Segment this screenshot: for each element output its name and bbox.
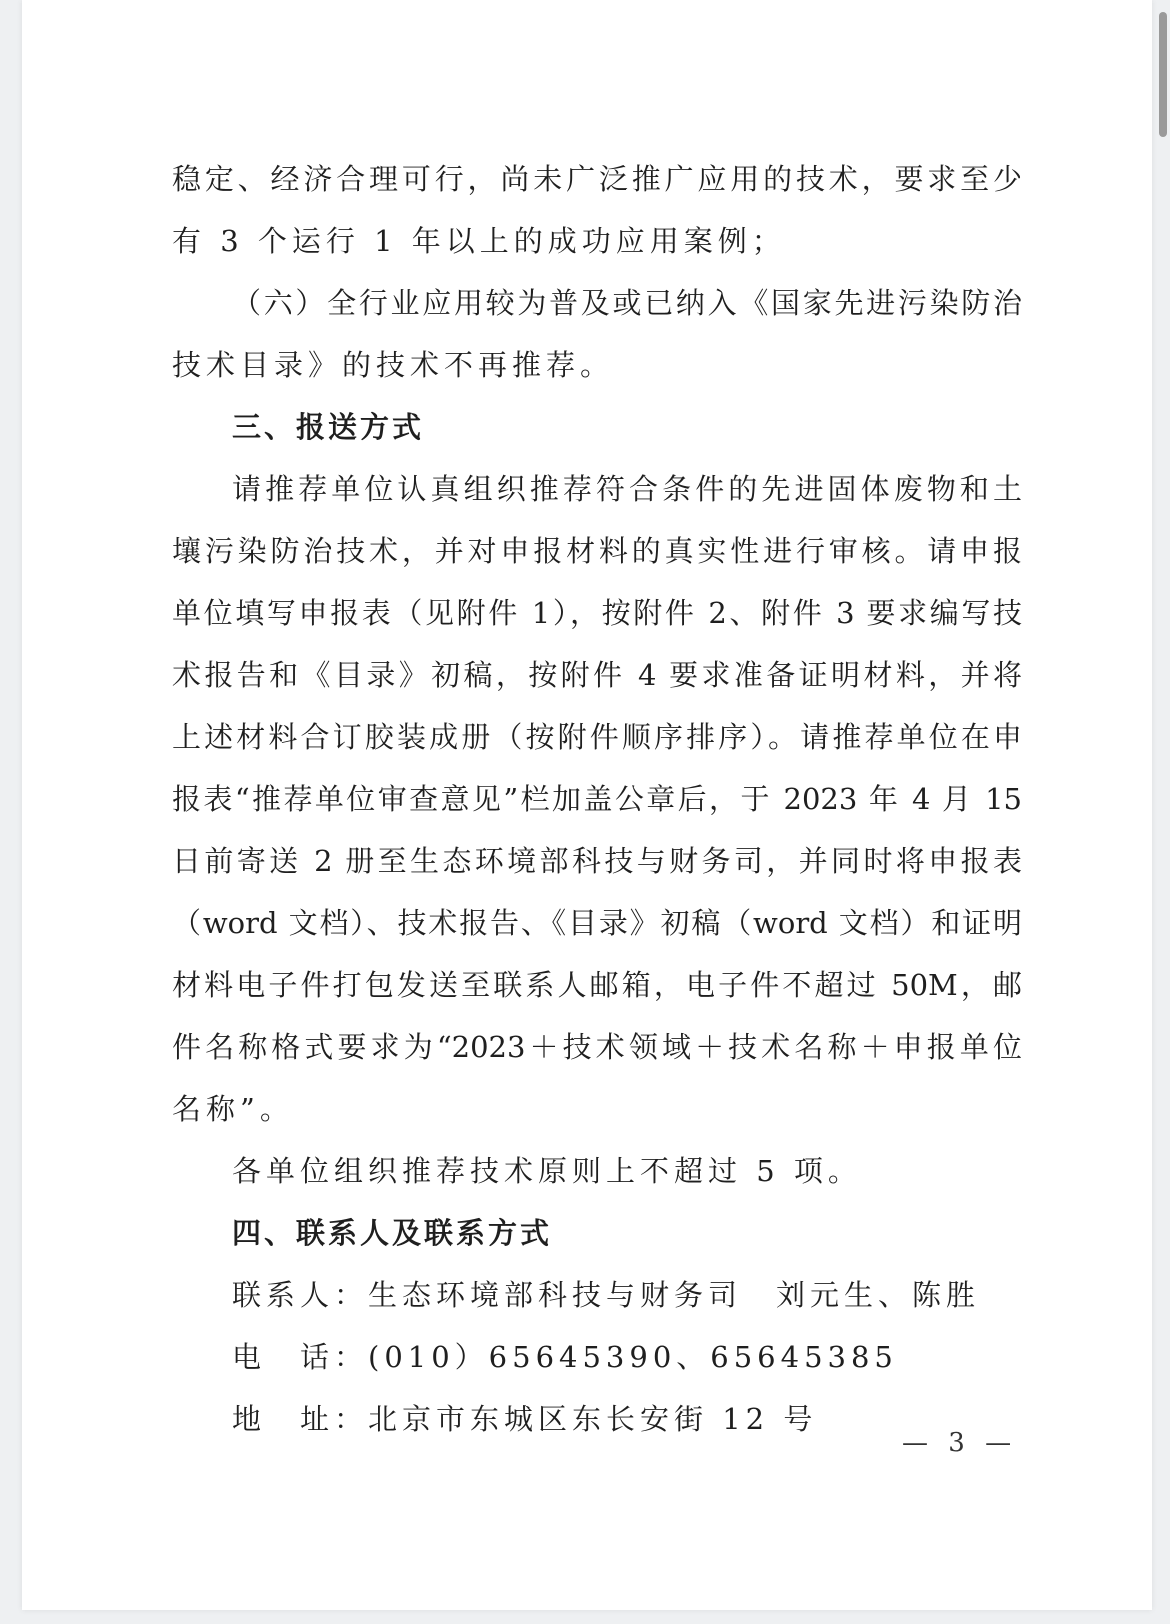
body-line: （六）全行业应用较为普及或已纳入《国家先进污染防治 [232, 286, 1022, 320]
section-heading: 三、报送方式 [232, 410, 425, 444]
contact-phone: 电 话：(010）65645390、65645385 [232, 1340, 898, 1374]
document-page [22, 0, 1152, 1610]
body-line: 报表“推荐单位审查意见”栏加盖公章后，于 2023 年 4 月 15 [172, 782, 1022, 816]
body-line: 日前寄送 2 册至生态环境部科技与财务司，并同时将申报表 [172, 844, 1022, 878]
page-number: — 3 — [902, 1428, 1018, 1458]
vertical-scrollbar[interactable] [1156, 0, 1170, 1624]
scrollbar-thumb[interactable] [1159, 12, 1167, 137]
body-line: 单位填写申报表（见附件 1），按附件 2、附件 3 要求编写技 [172, 596, 1022, 630]
body-line: 壤污染防治技术，并对申报材料的真实性进行审核。请申报 [172, 534, 1022, 568]
body-line: 稳定、经济合理可行，尚未广泛推广应用的技术，要求至少 [172, 162, 1022, 196]
body-line: 技术目录》的技术不再推荐。 [172, 348, 615, 382]
document-body [172, 148, 1022, 1450]
body-line: 术报告和《目录》初稿，按附件 4 要求准备证明材料，并将 [172, 658, 1022, 692]
body-line: 上述材料合订胶装成册（按附件顺序排序）。请推荐单位在申 [172, 720, 1022, 754]
contact-address: 地 址：北京市东城区东长安街 12 号 [232, 1402, 818, 1436]
section-heading: 四、联系人及联系方式 [232, 1216, 553, 1250]
body-line: 各单位组织推荐技术原则上不超过 5 项。 [232, 1154, 862, 1188]
contact-person: 联系人：生态环境部科技与财务司 刘元生、陈胜 [232, 1278, 981, 1312]
body-line: （word 文档）、技术报告、《目录》初稿（word 文档）和证明 [172, 906, 1022, 940]
body-line: 件名称格式要求为“2023＋技术领域＋技术名称＋申报单位 [172, 1030, 1022, 1064]
body-line: 请推荐单位认真组织推荐符合条件的先进固体废物和土 [232, 472, 1022, 506]
body-line: 有 3 个运行 1 年以上的成功应用案例； [172, 224, 786, 258]
body-line: 名称”。 [172, 1092, 294, 1126]
body-line: 材料电子件打包发送至联系人邮箱，电子件不超过 50M，邮 [172, 968, 1022, 1002]
